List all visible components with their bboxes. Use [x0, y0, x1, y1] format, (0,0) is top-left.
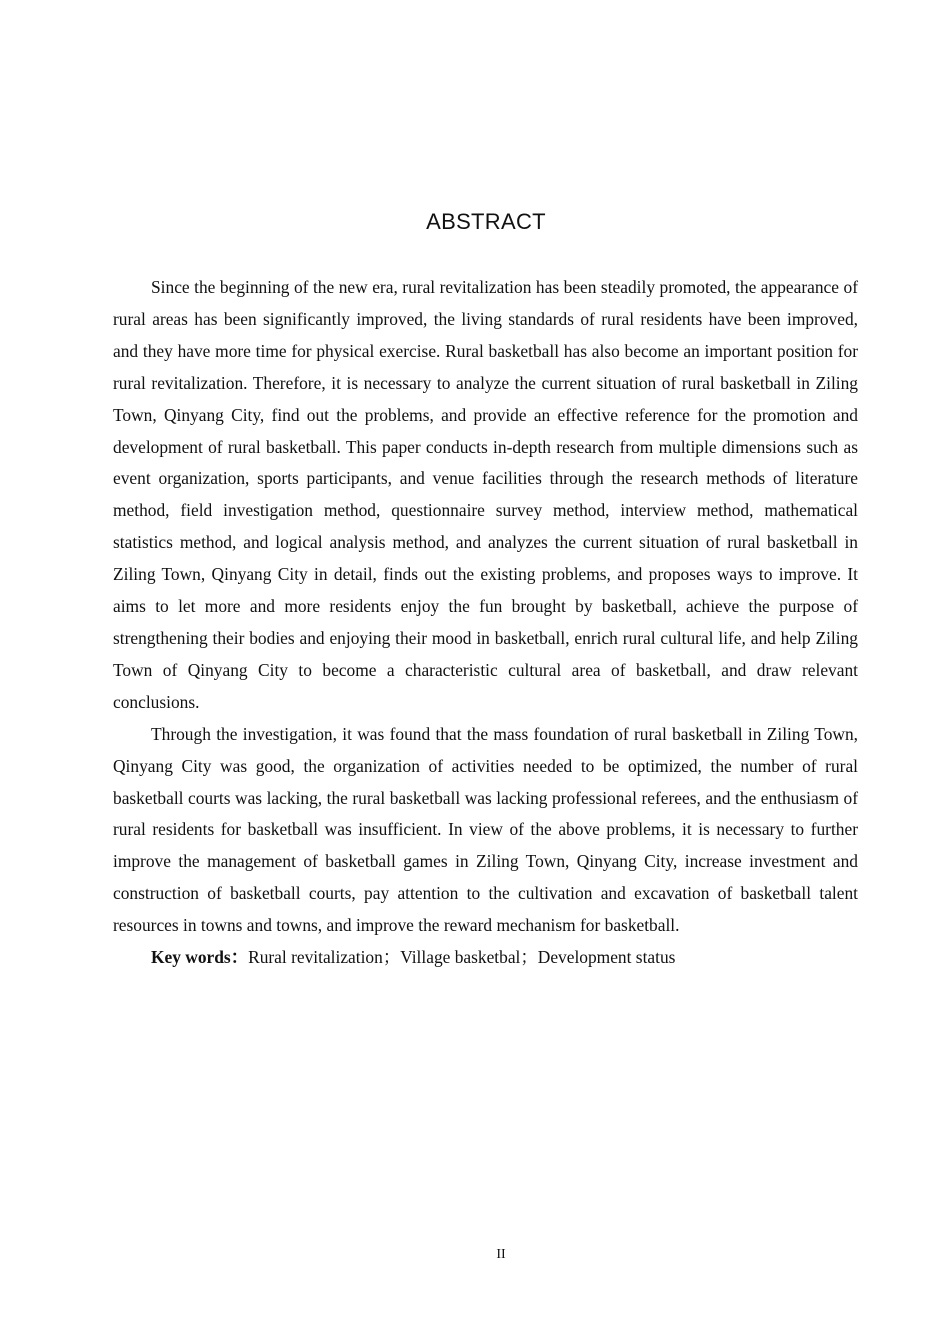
keywords-label: Key words： — [151, 947, 249, 968]
keywords-line — [113, 942, 858, 974]
abstract-paragraph-2: Through the investigation, it was found that the mass foundation of rural basketball in Ziling Town, Qinyang City was good, the organization of activities needed to be optimized, the number of rural basketball courts was lacking, the rural basketball was lacking professional referees, and the enthusiasm of rural residents for basketball was insufficient. In view of the above problems, it is necessary to further improve the management of basketball games in Ziling Town, Qinyang City, increase investment and construction of basketball courts, pay attention to the cultivation and excavation of basketball talent resources in towns and towns, and improve the reward mechanism for basketball. — [113, 723, 858, 936]
abstract-paragraph-1: Since the beginning of the new era, rural revitalization has been steadily promoted, the appearance of rural areas has been significantly improved, the living standards of rural residents have been improved, and they have more time for physical exercise. Rural basketball has also become an important position for rural revitalization. Therefore, it is necessary to analyze the current situation of rural basketball in Ziling Town, Qinyang City, find out the problems, and provide an effective reference for the promotion and development of rural basketball. This paper conducts in-depth research from multiple dimensions such as event organization, sports participants, and venue facilities through the research methods of literature method, field investigation method, questionnaire survey method, interview method, mathematical statistics method, and logical analysis method, and analyzes the current situation of rural basketball in Ziling Town, Qinyang City in detail, finds out the existing problems, and proposes ways to improve. It aims to let more and more residents enjoy the fun brought by basketball, achieve the purpose of strengthening their bodies and enjoying their mood in basketball, enrich rural cultural life, and help Ziling Town of Qinyang City to become a characteristic cultural area of basketball, and draw relevant conclusions. — [113, 277, 858, 712]
abstract-body — [113, 272, 858, 974]
keywords-text: Rural revitalization；Village basketbal；Development status — [248, 947, 676, 968]
page-number: II — [496, 1247, 506, 1262]
abstract-title: ABSTRACT — [426, 209, 546, 234]
